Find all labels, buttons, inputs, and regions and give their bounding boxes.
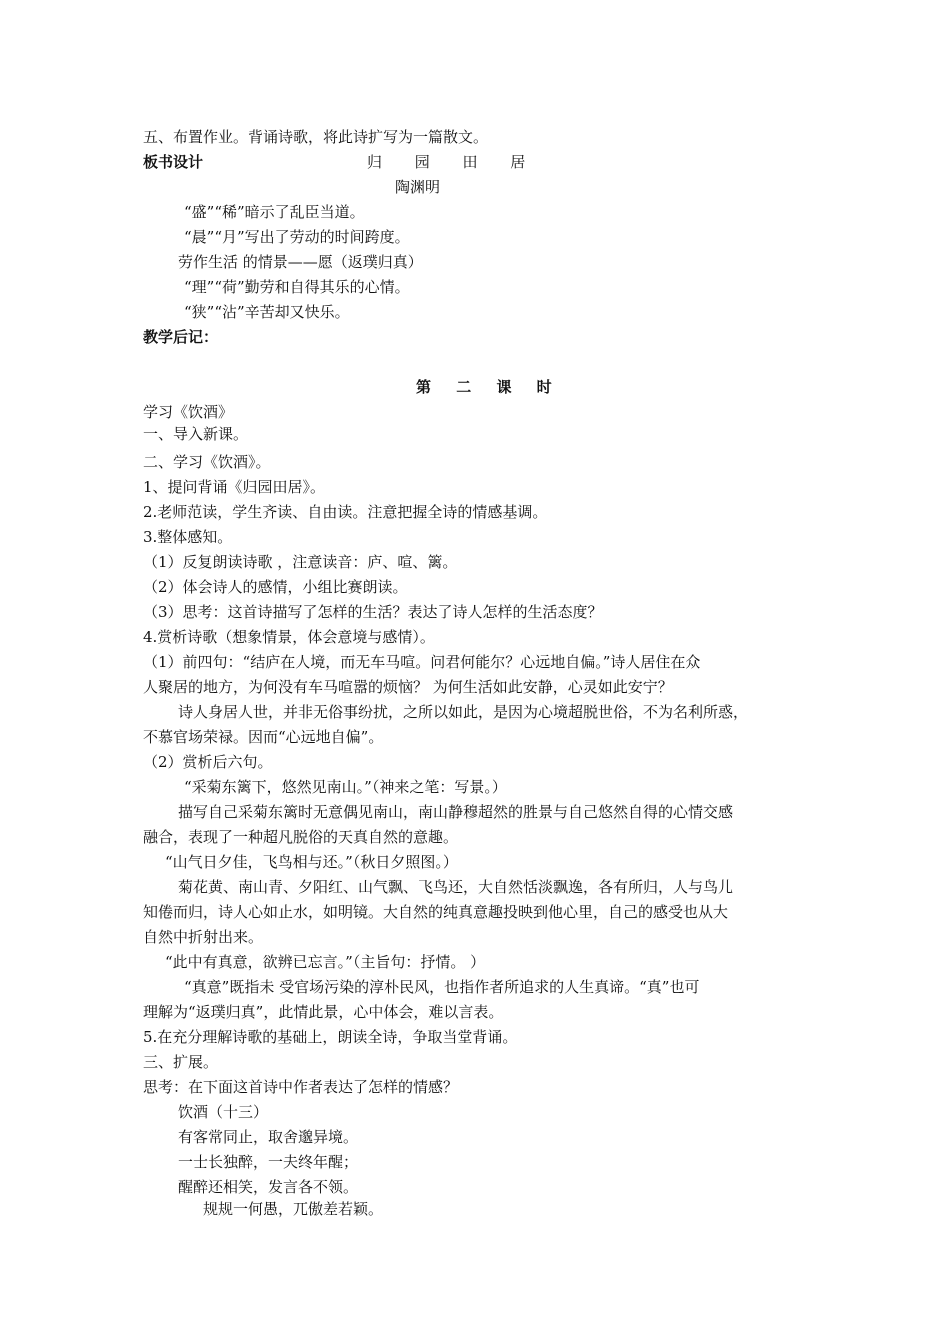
text-line: 学习《饮酒》	[143, 403, 234, 421]
board-line: “盛”“稀”暗示了乱臣当道。	[184, 203, 365, 221]
text-line: 三、扩展。	[143, 1053, 219, 1071]
text-line: 描写自己采菊东篱时无意偶见南山，南山静穆超然的胜景与自己悠然自得的心情交感	[178, 803, 734, 821]
text-line: 人聚居的地方，为何没有车马喧嚣的烦恼？ 为何生活如此安静，心灵如此安宁？	[143, 678, 673, 696]
text-line: 诗人身居人世，并非无俗事纷扰，之所以如此，是因为心境超脱世俗，不为名利所惑，	[178, 703, 749, 721]
text-line: “采菊东篱下，悠然见南山。”（神来之笔：写景。）	[184, 778, 507, 796]
board-line: “理”“荷”勤劳和自得其乐的心情。	[184, 278, 410, 296]
board-design-label: 板书设计	[143, 153, 204, 171]
text-line: （2）体会诗人的感情，小组比赛朗读。	[143, 578, 408, 596]
poem-line: 醒醉还相笑，发言各不领。	[178, 1178, 359, 1196]
text-line: “此中有真意，欲辨已忘言。”（主旨句：抒情。 ）	[165, 953, 486, 971]
poem-title: 饮酒（十三）	[178, 1103, 269, 1121]
text-line: 融合，表现了一种超凡脱俗的天真自然的意趣。	[143, 828, 459, 846]
lesson2-title: 第 二 课 时	[416, 378, 562, 396]
text-line: （2）赏析后六句。	[143, 753, 273, 771]
text-line: （3）思考：这首诗描写了怎样的生活？表达了诗人怎样的生活态度？	[143, 603, 603, 621]
text-line: 5.在充分理解诗歌的基础上，朗读全诗，争取当堂背诵。	[143, 1028, 518, 1046]
text-line: （1）反复朗读诗歌 ，注意读音：庐、喧、篱。	[143, 553, 458, 571]
board-line: “狭”“沾”辛苦却又快乐。	[184, 303, 350, 321]
text-line: “山气日夕佳，飞鸟相与还。”（秋日夕照图。）	[165, 853, 458, 871]
text-line: 一、导入新课。	[143, 425, 249, 443]
teaching-notes-label: 教学后记：	[143, 328, 219, 346]
board-title: 归 园 田 居	[367, 153, 540, 171]
text-line: 2.老师范读，学生齐读、自由读。注意把握全诗的情感基调。	[143, 503, 548, 521]
text-line: 二、学习《饮酒》。	[143, 453, 271, 471]
text-line: 菊花黄、南山青、夕阳红、山气飘、飞鸟还，大自然恬淡飘逸，各有所归，人与鸟儿	[178, 878, 734, 896]
text-line: 思考：在下面这首诗中作者表达了怎样的情感？	[143, 1078, 459, 1096]
board-line: 劳作生活 的情景——愿（返璞归真）	[178, 253, 423, 271]
text-line: 不慕官场荣禄。因而“心远地自偏”。	[143, 728, 384, 746]
text-line: 3.整体感知。	[143, 528, 233, 546]
text-line: 1、提问背诵《归园田居》。	[143, 478, 326, 496]
board-author: 陶渊明	[395, 178, 441, 196]
text-line: （1）前四句：“结庐在人境，而无车马喧。问君何能尔？心远地自偏。”诗人居住在众	[143, 653, 701, 671]
text-line: 理解为“返璞归真”，此情此景，心中体会，难以言表。	[143, 1003, 504, 1021]
poem-line: 规规一何愚，兀傲差若颖。	[203, 1200, 384, 1218]
text-line: 知倦而归，诗人心如止水，如明镜。大自然的纯真意趣投映到他心里，自己的感受也从大	[143, 903, 729, 921]
text-line: 自然中折射出来。	[143, 928, 264, 946]
text-line: “真意”既指未 受官场污染的淳朴民风，也指作者所追求的人生真谛。“真”也可	[184, 978, 700, 996]
text-line: 4.赏析诗歌（想象情景，体会意境与感情）。	[143, 628, 435, 646]
board-line: “晨”“月”写出了劳动的时间跨度。	[184, 228, 410, 246]
poem-line: 一士长独醉，一夫终年醒；	[178, 1153, 359, 1171]
poem-line: 有客常同止，取舍邈异境。	[178, 1128, 359, 1146]
homework-line: 五、布置作业。背诵诗歌，将此诗扩写为一篇散文。	[143, 128, 489, 146]
